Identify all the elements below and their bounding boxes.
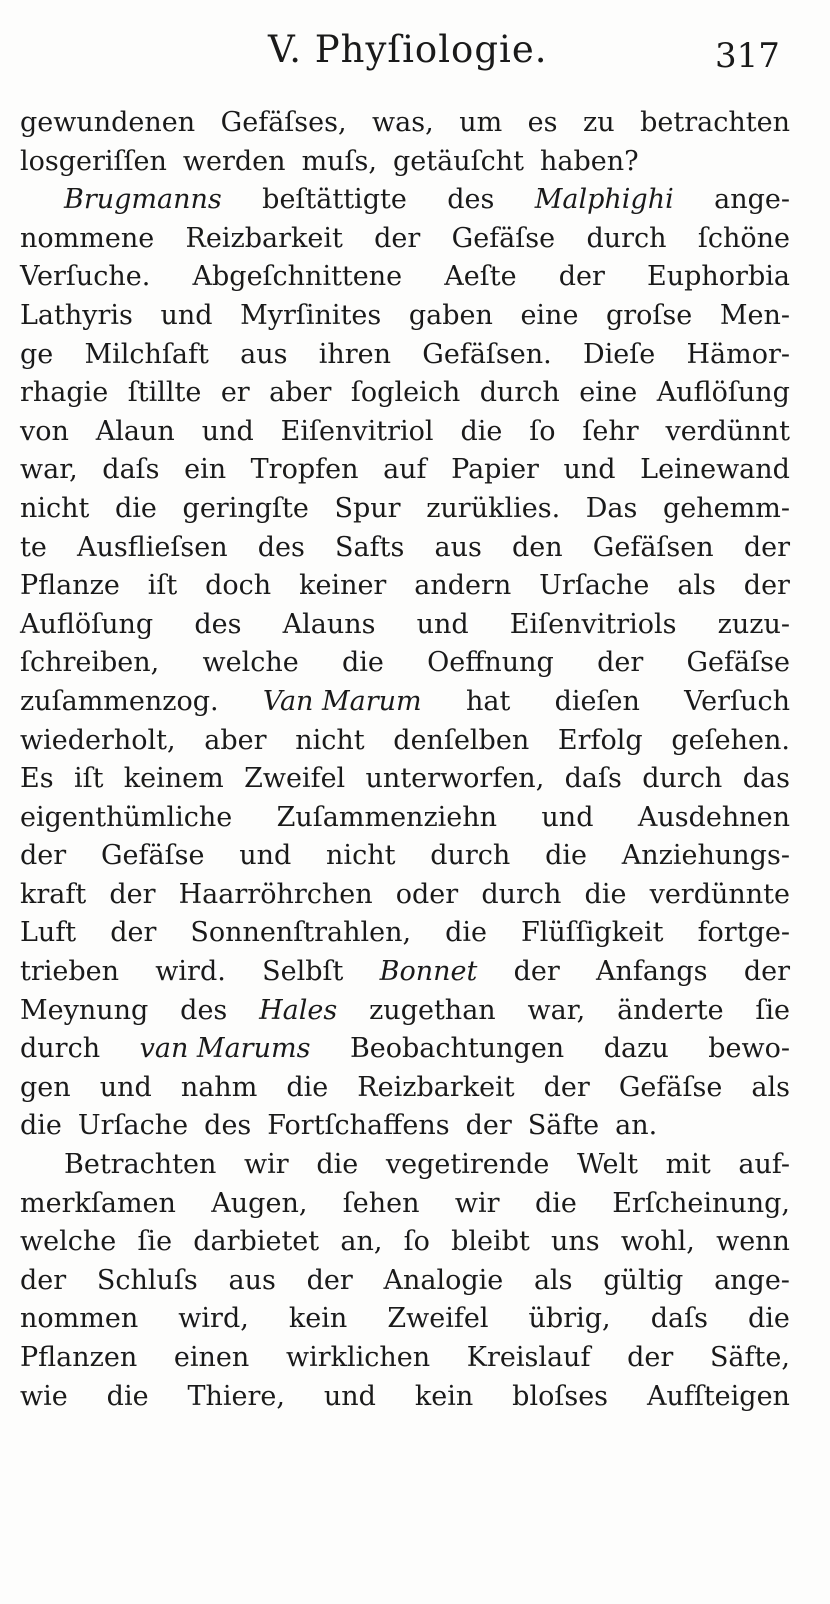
word: ſchöne — [697, 222, 790, 254]
word: daſs — [650, 1303, 708, 1335]
word: Sonnenſtrahlen, — [190, 917, 412, 949]
word: Flüſſigkeit — [521, 917, 664, 949]
word: ein — [184, 454, 227, 486]
word: Euphorbia — [647, 261, 790, 293]
text-line — [20, 644, 790, 683]
text-line — [20, 451, 790, 490]
word: Thiere, — [187, 1380, 285, 1412]
word: Pflanzen — [20, 1342, 138, 1373]
word: gehemm- — [663, 492, 790, 524]
word: gültig — [603, 1264, 684, 1296]
word: die — [545, 840, 587, 872]
word: der — [627, 1342, 674, 1373]
italic-word: Malphighi — [534, 184, 674, 216]
word: Pflanze — [20, 570, 120, 602]
word: Meynung — [20, 994, 149, 1026]
word: Augen, — [211, 1187, 308, 1219]
text-line — [20, 953, 790, 992]
word: Schluſs — [96, 1264, 198, 1296]
word: Abgeſchnittene — [192, 261, 403, 293]
word: eigenthümliche — [20, 801, 233, 833]
word: wohl, — [620, 1226, 695, 1258]
word: aber — [269, 377, 332, 409]
page-number: 317 — [715, 36, 780, 76]
word: wird, — [178, 1303, 249, 1335]
word: gen — [20, 1071, 71, 1103]
word: aber — [204, 724, 267, 756]
word: Erfolg — [557, 724, 643, 756]
word: die — [20, 1110, 62, 1142]
text-line — [20, 104, 790, 143]
word: zu — [583, 107, 615, 138]
word: zuzu- — [717, 608, 790, 640]
word: Ausflieſsen — [77, 531, 228, 563]
word: Anziehungs- — [621, 840, 790, 872]
word: die — [286, 1071, 329, 1103]
word: er — [220, 377, 250, 409]
text-line — [20, 1223, 790, 1262]
word: werden — [182, 145, 286, 177]
word: denſelben — [393, 724, 530, 756]
word: nommen — [20, 1303, 139, 1335]
text-line — [20, 374, 790, 413]
word: die — [341, 647, 384, 679]
word: Aufſteigen — [646, 1380, 790, 1412]
word: durch — [430, 840, 511, 872]
word: Säfte, — [709, 1342, 790, 1373]
word: war, — [527, 994, 586, 1026]
word: wiederholt, — [20, 724, 176, 756]
word: Eiſenvitriol — [280, 415, 434, 447]
word: Zuſammenziehn — [276, 801, 498, 833]
word: merkſamen — [20, 1187, 176, 1219]
word: nommene — [20, 222, 155, 254]
text-line — [20, 258, 790, 297]
word: Myrſinites — [240, 299, 382, 331]
word: Erſcheinung, — [612, 1187, 790, 1219]
text-line — [20, 760, 790, 799]
word: übrig, — [528, 1303, 611, 1335]
word: nicht — [295, 724, 365, 756]
word: Verſuch — [684, 685, 790, 717]
word: doch — [205, 570, 272, 602]
word: ſie — [137, 1226, 173, 1258]
word: wir — [244, 1149, 289, 1181]
word: Dieſe — [582, 338, 656, 370]
word: an. — [615, 1110, 658, 1142]
word: bewo- — [708, 1033, 790, 1065]
word: änderte — [617, 994, 724, 1026]
body-text — [20, 104, 790, 1416]
word: bleibt — [451, 1226, 530, 1258]
text-line — [20, 606, 790, 645]
word: losgeriſſen — [20, 145, 167, 177]
word: ange- — [714, 184, 790, 216]
word: als — [677, 570, 716, 602]
word: der — [543, 1071, 590, 1103]
text-line — [20, 1262, 790, 1301]
word: Urſache — [77, 1110, 189, 1142]
word: und — [160, 299, 213, 331]
word: Kreislauf — [466, 1342, 591, 1373]
word: durch — [479, 377, 560, 409]
word: mit — [665, 1149, 711, 1181]
word: te — [20, 531, 47, 563]
word: zuſammenzog. — [20, 685, 219, 717]
text-line — [20, 1378, 790, 1417]
word: ſo — [529, 415, 556, 447]
word: getäuſcht — [393, 145, 524, 177]
text-line — [20, 683, 790, 722]
word: Urſache — [539, 570, 650, 602]
word: wenn — [716, 1226, 790, 1258]
text-line — [20, 837, 790, 876]
text-line — [20, 1069, 790, 1108]
text-line — [20, 876, 790, 915]
word: die — [534, 1187, 577, 1219]
word: verdünnt — [665, 415, 790, 447]
text-line — [20, 1030, 790, 1069]
word: Tropfen — [250, 454, 359, 486]
word: kein — [288, 1303, 348, 1335]
word: Ausdehnen — [637, 801, 790, 833]
word: das — [742, 763, 790, 795]
word: trieben — [20, 956, 120, 988]
word: Beobachtungen — [349, 1033, 565, 1065]
word: und — [416, 608, 469, 640]
word: was, — [372, 107, 434, 138]
word: Fortſchaffens — [267, 1110, 450, 1142]
running-title: V. Phyſiologie. — [268, 28, 548, 71]
word: Hämor- — [686, 338, 790, 370]
word: der — [743, 531, 790, 563]
word: um — [459, 107, 503, 138]
text-line — [20, 297, 790, 336]
word: auf- — [738, 1149, 790, 1181]
text-line — [20, 799, 790, 838]
word: Spur — [334, 492, 401, 524]
word: dieſen — [554, 685, 640, 717]
word: nicht — [326, 840, 396, 872]
word: der — [513, 956, 560, 988]
word: der — [465, 1110, 512, 1142]
word: uns — [551, 1226, 600, 1258]
word: den — [511, 531, 563, 563]
word: der — [20, 840, 67, 872]
word: ſchreiben, — [20, 647, 160, 679]
word: Alauns — [282, 608, 376, 640]
word: und — [201, 415, 254, 447]
word: des — [194, 608, 242, 640]
word: Leinewand — [640, 454, 790, 486]
word: ge — [20, 338, 54, 370]
word: Welt — [577, 1149, 639, 1181]
word: als — [751, 1071, 790, 1103]
word: keiner — [299, 570, 387, 602]
word: die — [460, 415, 503, 447]
text-line — [20, 992, 790, 1031]
word: Haarröhrchen — [178, 878, 373, 910]
word: wir — [454, 1187, 500, 1219]
word: hat — [465, 685, 511, 717]
word: Gefäſsen — [592, 531, 714, 563]
word: wird. — [155, 956, 226, 988]
word: groſse — [605, 299, 693, 331]
text-line — [20, 413, 790, 452]
word: daſs — [102, 454, 160, 486]
word: ihren — [318, 338, 392, 370]
text-line — [20, 1146, 790, 1185]
word: der — [558, 261, 605, 293]
word: Reizbarkeit — [185, 222, 343, 254]
word: rhagie — [20, 377, 109, 409]
word: eine — [579, 377, 638, 409]
word: Es — [20, 763, 54, 795]
word: bloſses — [512, 1380, 609, 1412]
word: ſtillte — [127, 377, 202, 409]
word: die — [748, 1303, 790, 1335]
word: der — [306, 1264, 353, 1296]
word: Auflöſung — [656, 377, 790, 409]
word: der — [374, 222, 421, 254]
word: betrachten — [640, 107, 790, 138]
word: Eiſenvitriols — [509, 608, 677, 640]
word: Selbſt — [262, 956, 344, 988]
text-line — [20, 1300, 790, 1339]
text-line — [20, 1339, 790, 1378]
word: Analogie — [383, 1264, 504, 1296]
text-line — [20, 529, 790, 568]
word: daſs — [564, 763, 622, 795]
text-line — [20, 722, 790, 761]
word: Gefäſses, — [220, 107, 347, 138]
word: ſehen — [342, 1187, 420, 1219]
word: der — [110, 917, 157, 949]
word: es — [527, 107, 558, 138]
word: Betrachten — [64, 1149, 217, 1181]
word: des — [447, 184, 495, 216]
word: nicht — [20, 492, 90, 524]
italic-word: Van Marum — [262, 685, 422, 717]
word: ſehr — [582, 415, 639, 447]
word: Oeffnung — [427, 647, 554, 679]
word: iſt — [147, 570, 178, 602]
word: Lathyris — [20, 299, 133, 331]
word: und — [563, 454, 616, 486]
word: die — [445, 917, 488, 949]
word: der — [109, 878, 156, 910]
word: einen — [173, 1342, 250, 1373]
text-line — [20, 220, 790, 259]
italic-word: Brugmanns — [64, 184, 222, 216]
word: die — [584, 878, 627, 910]
word: geringſte — [182, 492, 309, 524]
word: andern — [414, 570, 512, 602]
word: Gefäſse — [100, 840, 205, 872]
word: geſehen. — [671, 724, 790, 756]
word: als — [533, 1264, 573, 1296]
word: aus — [240, 338, 288, 370]
word: Säfte — [527, 1110, 600, 1142]
word: durch — [481, 878, 562, 910]
word: Alaun — [95, 415, 175, 447]
word: ſogleich — [350, 377, 461, 409]
word: iſt — [73, 763, 104, 795]
word: ſie — [755, 994, 790, 1026]
word: der — [743, 570, 790, 602]
word: der — [20, 1264, 67, 1296]
word: ſo — [403, 1226, 430, 1258]
word: des — [180, 994, 228, 1026]
text-line — [20, 181, 790, 220]
word: wie — [20, 1380, 68, 1412]
word: fortge- — [697, 917, 790, 949]
word: an, — [340, 1226, 383, 1258]
word: Gefäſse — [686, 647, 790, 679]
word: Das — [585, 492, 638, 524]
word: und — [239, 840, 292, 872]
word: des — [204, 1110, 252, 1142]
word: aus — [228, 1264, 276, 1296]
word: oder — [395, 878, 459, 910]
word: unterworfen, — [365, 763, 545, 795]
word: und — [541, 801, 594, 833]
word: Luft — [20, 917, 77, 949]
word: des — [257, 531, 305, 563]
page-header — [0, 28, 830, 88]
text-line — [20, 490, 790, 529]
word: und — [99, 1071, 152, 1103]
word: Gefäſse — [618, 1071, 723, 1103]
word: welche — [202, 647, 299, 679]
word: ange- — [714, 1264, 790, 1296]
word: war, — [20, 454, 78, 486]
word: keinem — [123, 763, 224, 795]
text-line — [20, 914, 790, 953]
word: aus — [434, 531, 482, 563]
word: kein — [414, 1380, 474, 1412]
word: auf — [383, 454, 427, 486]
word: muſs, — [301, 145, 377, 177]
word: wirklichen — [285, 1342, 431, 1373]
word: Men- — [719, 299, 790, 331]
word: die — [106, 1380, 149, 1412]
word: der — [597, 647, 644, 679]
word: von — [20, 415, 69, 447]
word: durch — [642, 763, 723, 795]
word: Verſuche. — [20, 261, 151, 293]
word: kraft — [20, 878, 87, 910]
word: gaben — [408, 299, 493, 331]
italic-word: van Marums — [139, 1033, 311, 1065]
word: Anfangs — [596, 956, 708, 988]
text-line — [20, 143, 790, 182]
word: der — [743, 956, 790, 988]
word: Gefäſsen. — [422, 338, 552, 370]
text-line — [20, 1107, 790, 1146]
text-line — [20, 1185, 790, 1224]
word: welche — [20, 1226, 117, 1258]
word: verdünnte — [649, 878, 790, 910]
text-line — [20, 567, 790, 606]
word: Milchſaft — [84, 338, 209, 370]
word: darbietet — [193, 1226, 320, 1258]
italic-word: Hales — [259, 994, 338, 1026]
word: gewundenen — [20, 107, 196, 138]
italic-word: Bonnet — [379, 956, 478, 988]
word: die — [316, 1149, 359, 1181]
text-line — [20, 336, 790, 375]
word: eine — [520, 299, 579, 331]
word: beſtättigte — [262, 184, 407, 216]
word: Aeſte — [444, 261, 517, 293]
word: und — [323, 1380, 376, 1412]
word: Auflöſung — [20, 608, 154, 640]
word: durch — [20, 1033, 101, 1065]
word: vegetirende — [385, 1149, 550, 1181]
word: die — [115, 492, 157, 524]
word: haben? — [539, 145, 639, 177]
word: durch — [586, 222, 667, 254]
word: zurüklies. — [426, 492, 561, 524]
word: Zweifel — [244, 763, 346, 795]
word: Papier — [451, 454, 539, 486]
word: Safts — [335, 531, 405, 563]
word: Gefäſse — [451, 222, 556, 254]
word: Zweifel — [387, 1303, 489, 1335]
word: zugethan — [369, 994, 496, 1026]
word: Reizbarkeit — [357, 1071, 515, 1103]
word: dazu — [603, 1033, 669, 1065]
word: nahm — [180, 1071, 258, 1103]
